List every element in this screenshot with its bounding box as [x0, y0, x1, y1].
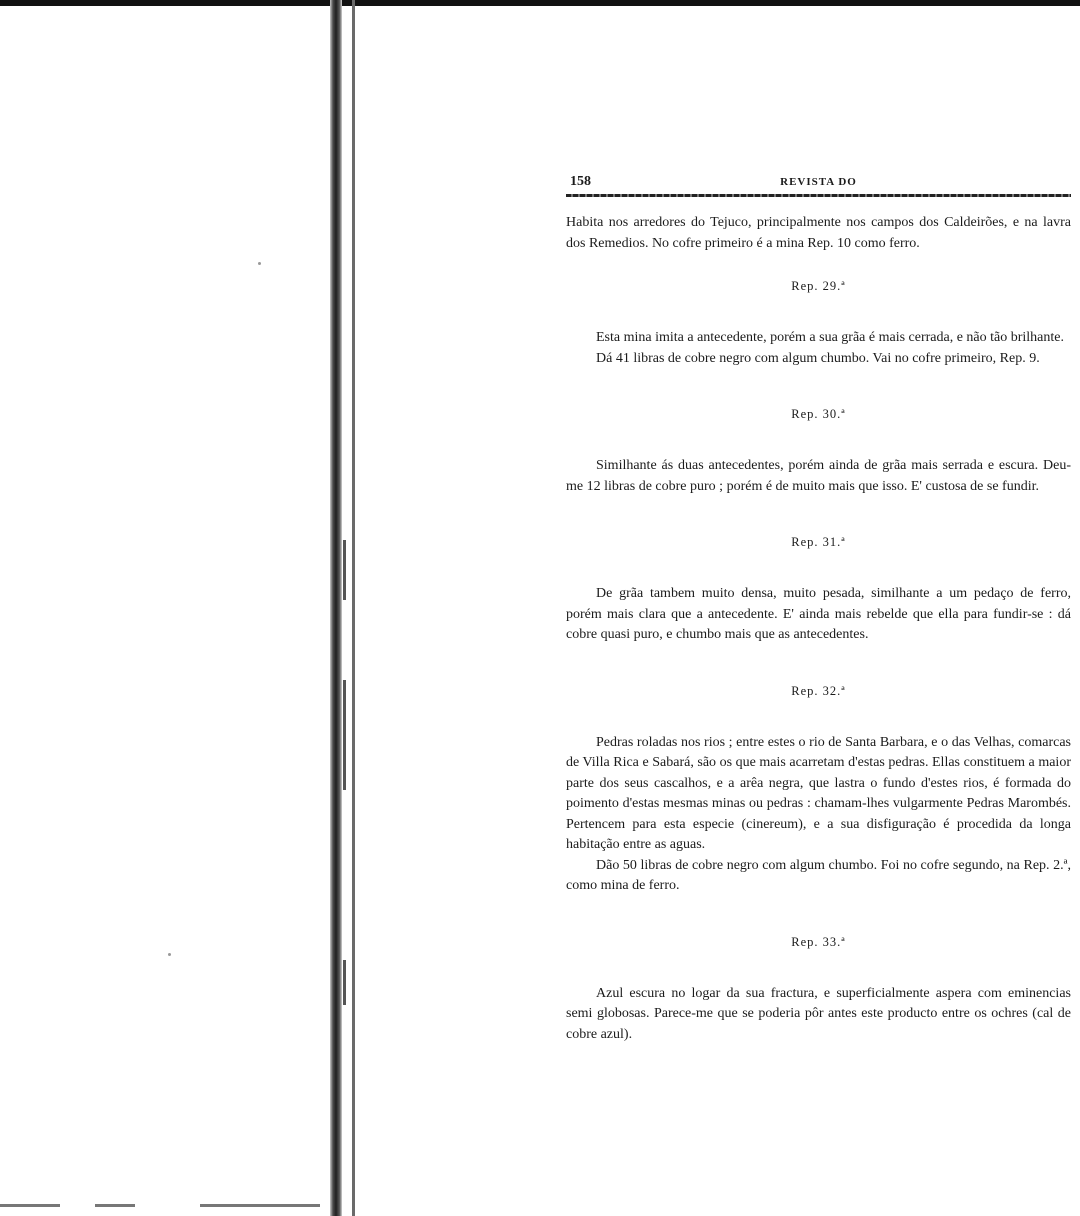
scan-speck [258, 262, 261, 265]
running-head [566, 172, 1071, 192]
heading-rep-33: Rep. 33.ª [791, 934, 846, 949]
gutter-mark [343, 680, 346, 790]
heading-rep-29: Rep. 29.ª [791, 279, 846, 293]
header-rule [566, 194, 1071, 197]
paragraph-rep-29-yield: Dá 41 libras de cobre negro com algum chumbo. Vai no cofre primeiro, Rep. 9. [596, 350, 1040, 366]
paragraph-rep-33: Azul escura no logar da sua fractura, e superficialmente aspera com eminencias semi globosas. Parece-me que se poderia pôr antes este producto entre os ochres (cal de cobre azul). [566, 985, 1071, 1042]
paragraph-rep-32-description: Pedras roladas nos rios ; entre estes o rio de Santa Barbara, e o das Velhas, comarcas de Villa Rica e Sabará, são os que mais acarretam d'estas pedras. Ellas constituem a maior parte dos seus cascalhos, e a arêa negra, que lastra o fundo d'estes rios, é formada do poimento d'estas mesmas minas ou pedras : chamam-lhes vulgarmente Pedras Marombés. Pertencem para esta especie (cinereum), e a sua disfiguração é procedida da longa habitação entre as aguas. [566, 734, 1071, 852]
scan-speck [168, 953, 171, 956]
book-gutter [330, 0, 342, 1216]
page-number: 158 [570, 174, 591, 189]
heading-rep-30: Rep. 30.ª [791, 407, 846, 421]
paragraph-habita: Habita nos arredores do Tejuco, principalmente nos campos dos Caldeirões, e na lavra dos Remedios. No cofre primeiro é a mina Rep. 10 como ferro. [566, 215, 1071, 251]
book-page [566, 172, 1071, 1045]
heading-rep-32: Rep. 32.ª [791, 683, 846, 698]
gutter-mark [343, 960, 346, 1005]
paragraph-rep-30: Similhante ás duas antecedentes, porém ainda de grãa mais serrada e escura. Deu-me 12 libras de cobre puro ; porém é de muito mais que isso. E' custosa de se fundir. [566, 458, 1071, 494]
paragraph-rep-31: De grãa tambem muito densa, muito pesada, similhante a um pedaço de ferro, porém mais clara que a antecedente. E' ainda mais rebelde que ella para fundir-se : dá cobre quasi puro, e chumbo mais que as antecedentes. [566, 586, 1071, 642]
paragraph-rep-29-description: Esta mina imita a antecedente, porém a sua grãa é mais cerrada, e não tão brilhante. [596, 330, 1065, 345]
heading-rep-31: Rep. 31.ª [791, 535, 846, 549]
scan-bottom-mark [200, 1204, 320, 1207]
scan-top-edge [0, 0, 1080, 6]
scan-bottom-mark [0, 1204, 60, 1207]
gutter-mark [343, 540, 346, 600]
paragraph-rep-32-yield: Dão 50 libras de cobre negro com algum chumbo. Foi no cofre segundo, na Rep. 2.ª, como mina de ferro. [566, 857, 1071, 893]
gutter-edge-line [352, 0, 355, 1216]
scan-bottom-mark [95, 1204, 135, 1207]
running-title: REVISTA DO [780, 176, 857, 188]
